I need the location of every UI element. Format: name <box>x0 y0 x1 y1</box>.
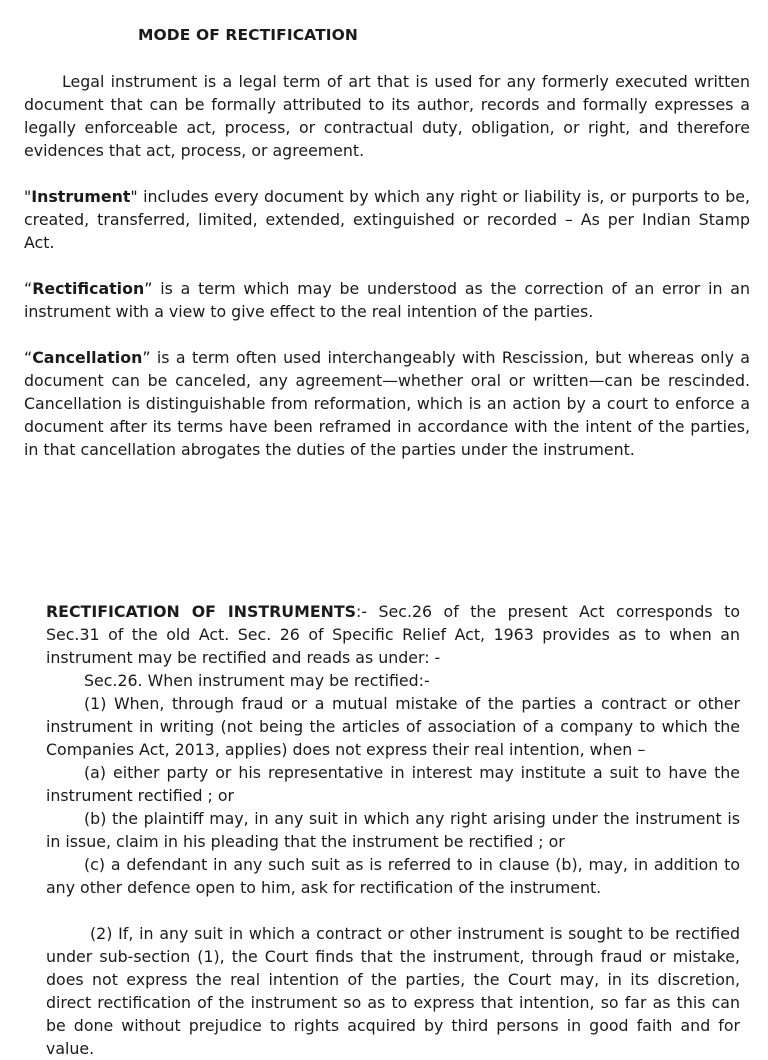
clause-2: (2) If, in any suit in which a contract or other instrument is sought to be rectified under sub-section (1), the Court finds that the instrument, through fraud or mistake, does not express the real intention of the parties, the Court may, in its discretion, direct rectification of the instrument so as to express that intention, so far as this can be done without prejudice to rights acquired by third persons in good faith and for value. <box>46 924 740 1058</box>
section-intro: RECTIFICATION OF INSTRUMENTS:- Sec.26 of the present Act corresponds to Sec.31 of the old Act. Sec. 26 of Specific Relief Act, 1963 provides as to when an instrument may be rectified and reads as under: - <box>46 602 740 667</box>
cancellation-term: Cancellation <box>32 348 143 367</box>
clause-b: (b) the plaintiff may, in any suit in which any right arising under the instrument is in issue, claim in his pleading that the instrument be rectified ; or <box>46 809 740 851</box>
instrument-term: Instrument <box>31 187 131 206</box>
rectification-section <box>46 600 740 1060</box>
instrument-paragraph: "Instrument" includes every document by which any right or liability is, or purports to be, created, transferred, limited, extended, extinguished or recorded – As per Indian Stamp Act. <box>24 187 750 252</box>
section-heading: RECTIFICATION OF INSTRUMENTS <box>46 602 357 621</box>
intro-paragraph: Legal instrument is a legal term of art that is used for any formerly executed written document that can be formally attributed to its author, records and formally expresses a legally enforceable act, process, or contractual duty, obligation, or right, and therefore evidences that act, process, or agreement. <box>24 72 750 160</box>
page-title: MODE OF RECTIFICATION <box>138 26 358 44</box>
rectification-paragraph: “Rectification” is a term which may be understood as the correction of an error in an instrument with a view to give effect to the real intention of the parties. <box>24 279 750 321</box>
clause-c: (c) a defendant in any such suit as is referred to in clause (b), may, in addition to any other defence open to him, ask for rectification of the instrument. <box>46 855 740 897</box>
cancellation-paragraph: “Cancellation” is a term often used interchangeably with Rescission, but whereas only a document can be canceled, any agreement—whether oral or written—can be rescinded. Cancellation is distinguishable from reformation, which is an action by a court to enforce a document after its terms have been reframed in accordance with the intent of the parties, in that cancellation abrogates the duties of the parties under the instrument. <box>24 348 750 459</box>
rectification-term: Rectification <box>32 279 145 298</box>
section-subheading: Sec.26. When instrument may be rectified:- <box>84 671 430 690</box>
clause-a: (a) either party or his representative in interest may institute a suit to have the instrument rectified ; or <box>46 763 740 805</box>
definitions-section <box>24 70 750 461</box>
clause-1: (1) When, through fraud or a mutual mistake of the parties a contract or other instrument in writing (not being the articles of association of a company to which the Companies Act, 2013, applies) does not express their real intention, when – <box>46 694 740 759</box>
